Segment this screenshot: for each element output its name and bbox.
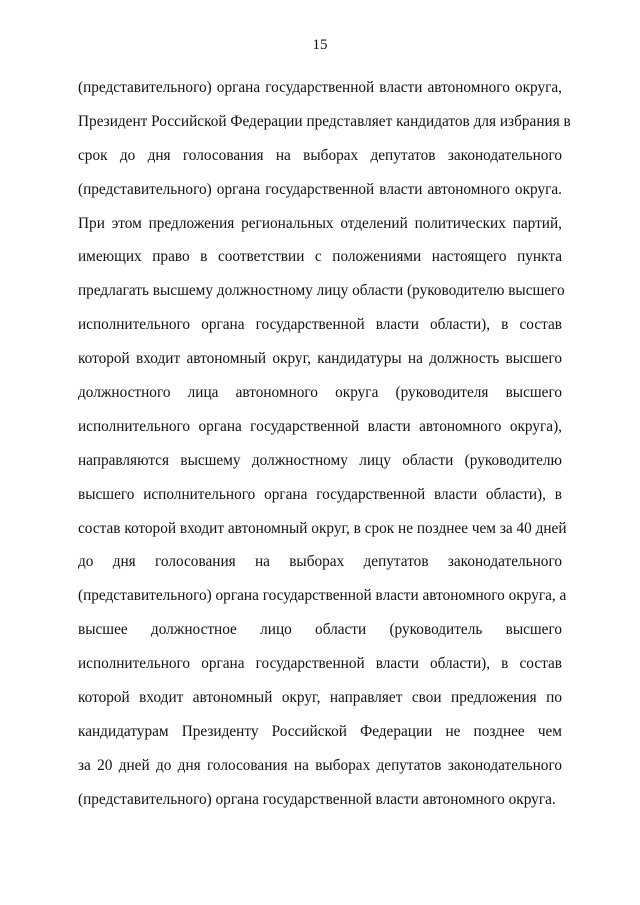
text-line: Президент Российской Федерации представляет кандидатов для избрания в (78, 112, 571, 130)
text-line: предлагать высшему должностному лицу области (руководителю высшего (78, 282, 565, 300)
text-line: за 20 дней до дня голосования на выборах депутатов законодательного (78, 756, 562, 774)
text-line: высшего исполнительного органа государственной власти области), в (78, 485, 562, 503)
text-line: имеющих право в соответствии с положениями настоящего пункта (78, 248, 562, 266)
text-line: срок до дня голосования на выборах депутатов законодательного (78, 146, 562, 164)
text-line: (представительного) органа государственной власти автономного округа, а (78, 587, 567, 605)
text-line: которой входит автономный округ, кандидатуры на должность высшего (78, 350, 562, 368)
text-line: исполнительного органа государственной власти области), в состав (78, 655, 562, 673)
text-line: направляются высшему должностному лицу области (руководителю (78, 451, 562, 469)
page-number: 15 (312, 37, 328, 53)
text-line: состав которой входит автономный округ, в срок не позднее чем за 40 дней (78, 519, 567, 537)
text-line: исполнительного органа государственной власти области), в состав (78, 316, 562, 334)
text-line: При этом предложения региональных отделений политических партий, (78, 214, 562, 232)
text-line-last: (представительного) органа государственной власти автономного округа. (78, 790, 556, 808)
text-line: которой входит автономный округ, направляет свои предложения по (78, 689, 562, 707)
text-line: (представительного) органа государственной власти автономного округа. (78, 180, 562, 198)
text-line: (представительного) органа государственной власти автономного округа, (78, 79, 562, 96)
text-line: до дня голосования на выборах депутатов законодательного (78, 553, 562, 571)
text-line: кандидатурам Президенту Российской Федерации не позднее чем (78, 722, 562, 740)
body-text (78, 73, 571, 819)
text-line: исполнительного органа государственной власти автономного округа), (78, 417, 562, 435)
text-line: высшее должностное лицо области (руководитель высшего (78, 621, 562, 639)
text-line: должностного лица автономного округа (руководителя высшего (78, 384, 562, 402)
